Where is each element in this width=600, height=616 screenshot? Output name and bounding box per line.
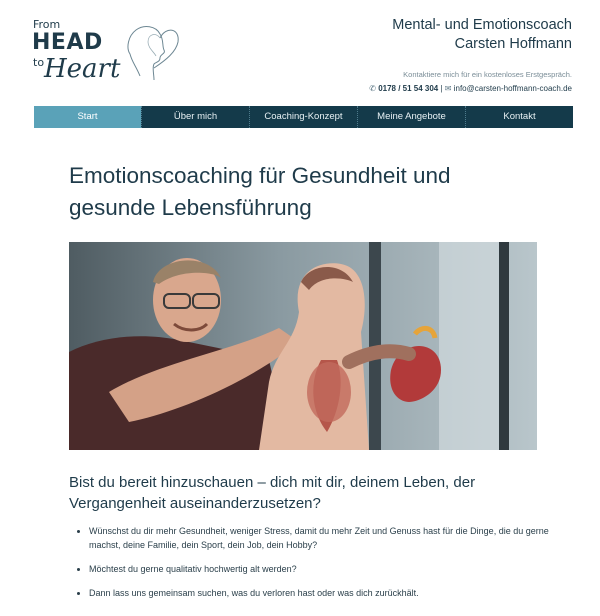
brand-block [392, 16, 572, 54]
contact-hint: Kontaktiere mich für ein kostenloses Erstgespräch. [403, 70, 572, 79]
hero-image [69, 242, 537, 450]
logo-head: HEAD [32, 30, 103, 55]
head-heart-logo-icon [110, 18, 182, 82]
nav-item-kontakt[interactable]: Kontakt [465, 106, 573, 128]
logo-from: From [33, 18, 61, 31]
mail-icon: ✉ [444, 84, 452, 93]
page-title: Emotionscoaching für Gesundheit und gesunde Lebensführung [69, 163, 451, 220]
contact-line [369, 84, 572, 93]
contact-block [369, 70, 572, 93]
logo-to: to [33, 56, 45, 69]
nav-item-start[interactable]: Start [34, 106, 141, 128]
site-header [0, 0, 600, 104]
list-item: • Dann lass uns gemeinsam suchen, was du verloren hast oder was dich zurückhält. [89, 586, 559, 600]
main-nav [34, 106, 573, 128]
phone-link[interactable]: 0178 / 51 54 304 [378, 84, 439, 93]
email-link[interactable]: info@carsten-hoffmann-coach.de [453, 84, 572, 93]
hero-photo [69, 242, 537, 450]
list-item: • Möchtest du gerne qualitativ hochwertig alt werden? [89, 562, 559, 576]
brand-title: Mental- und Emotionscoach [392, 17, 572, 33]
nav-item-ueber-mich[interactable]: Über mich [141, 106, 249, 128]
logo[interactable] [32, 16, 182, 86]
nav-item-meine-angebote[interactable]: Meine Angebote [357, 106, 465, 128]
logo-heart: Heart [44, 54, 121, 84]
phone-icon: ✆ [369, 84, 376, 93]
section-subtitle: Bist du bereit hinzuschauen – dich mit dir, deinem Leben, der Vergangenheit auseinanderzusetzen? [69, 474, 476, 512]
benefits-list [69, 524, 559, 610]
nav-item-coaching-konzept[interactable]: Coaching-Konzept [249, 106, 357, 128]
contact-separator: | [440, 84, 443, 93]
list-item: • Wünschst du dir mehr Gesundheit, weniger Stress, damit du mehr Zeit und Genuss hast für die Dinge, die du gerne machst, deine Familie, dein Sport, dein Job, dein Hobby? [89, 524, 559, 552]
brand-name: Carsten Hoffmann [454, 36, 572, 52]
